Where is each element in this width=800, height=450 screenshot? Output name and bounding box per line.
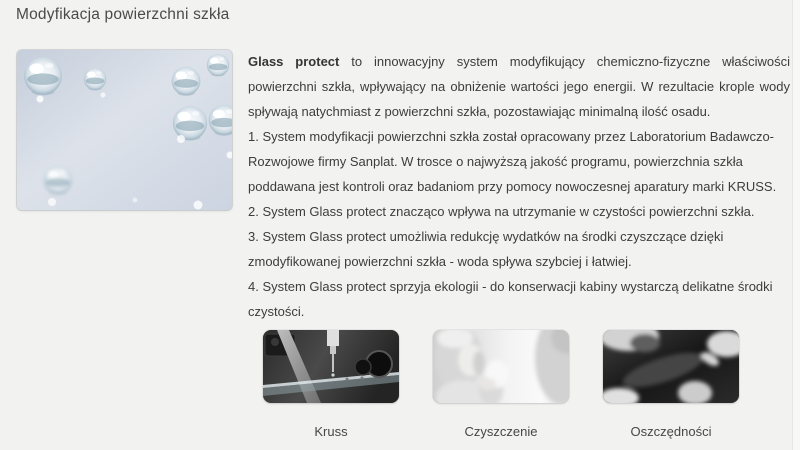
cleaning-woman-photo	[433, 330, 569, 403]
kruss-instrument-photo	[263, 330, 399, 403]
intro-text: to innowacyjny system modyfikujący chemiczno-fizyczne właściwości powierzchni szkła, wpływający na obniżenie wartości jego energii. W rezultacie krople wody spływają natychmiast z powierzchni szkła, pozostawiając minimalną ilość osadu.	[248, 54, 790, 119]
list-item-3: 3. System Glass protect umożliwia redukcję wydatków na środki czyszczące dzięki zmodyfikowanej powierzchni szkła - woda spływa szybciej i łatwiej.	[248, 229, 724, 269]
intro-paragraph	[248, 49, 790, 124]
list-item-2: 2. System Glass protect znacząco wpływa na utrzymanie w czystości powierzchni szkła.	[248, 204, 755, 219]
list-item-1: 1. System modyfikacji powierzchni szkła został opracowany przez Laboratorium Badawczo-Rozwojowe firmy Sanplat. W trosce o najwyższą jakość programu, powierzchnia szkła poddawana jest kontroli oraz badaniom przy pomocy nowoczesnej aparatury marki KRUSS.	[248, 129, 777, 194]
gallery-caption-kruss: Kruss	[314, 424, 348, 439]
list-item-4: 4. System Glass protect sprzyja ekologii - do konserwacji kabiny wystarczą delikatne środki czystości.	[248, 279, 773, 319]
page-right-edge-divider	[792, 0, 800, 450]
gallery-caption-czyszczenie: Czyszczenie	[464, 424, 538, 439]
gallery-caption-oszczednosci: Oszczędności	[630, 424, 712, 439]
savings-coins-photo	[603, 330, 739, 403]
gallery-thumb-oszczednosci[interactable]	[603, 330, 739, 439]
gallery	[263, 330, 739, 439]
intro-bold-brand: Glass protect	[248, 54, 340, 69]
water-droplets-photo	[17, 50, 232, 210]
content-text	[248, 49, 790, 324]
gallery-thumb-kruss[interactable]	[263, 330, 399, 439]
page-title: Modyfikacja powierzchni szkła	[16, 6, 230, 23]
gallery-thumb-czyszczenie[interactable]	[433, 330, 569, 439]
